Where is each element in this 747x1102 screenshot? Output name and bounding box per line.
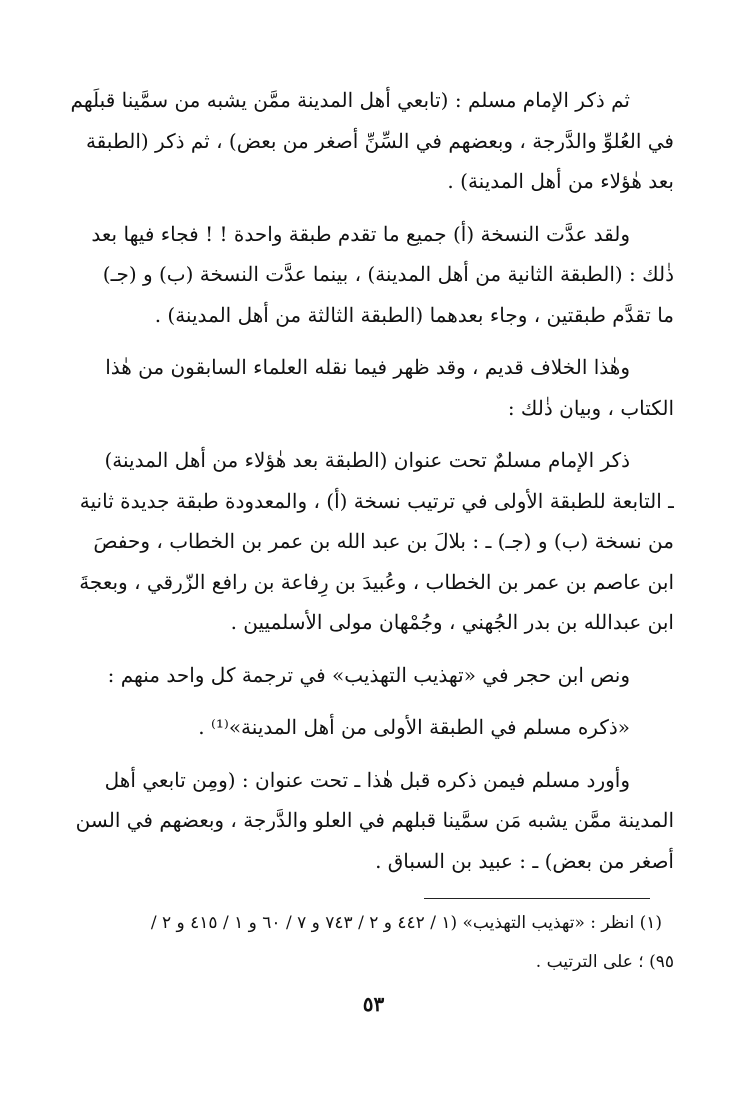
text-line: المدينة ممَّن يشبه مَن سمَّينا قبلهم في العلو والدَّرجة ، وبعضهم في السن: [75, 808, 674, 832]
text-line: «ذكره مسلم في الطبقة الأولى من أهل المدينة»⁽¹⁾ .: [198, 715, 630, 739]
text-line: في العُلوِّ والدَّرجة ، وبعضهم في السِّنِّ أصغر من بعض) ، ثم ذكر (الطبقة: [85, 128, 674, 153]
paragraph-5: [66, 655, 674, 696]
text-line: الكتاب ، وبيان ذٰلك :: [507, 395, 674, 420]
paragraph-7: [66, 760, 674, 882]
paragraph-2: [66, 214, 674, 336]
text-line: ثم ذكر الإمام مسلم : (تابعي أهل المدينة ممَّن يشبه من سمَّينا قبلَهم: [70, 88, 630, 112]
main-text: [66, 80, 674, 893]
text-line: وهٰذا الخلاف قديم ، وقد ظهر فيما نقله العلماء السابقون من هٰذا: [105, 355, 630, 379]
text-line: ـ التابعة للطبقة الأولى في ترتيب نسخة (أ) ، والمعدودة طبقة جديدة ثانية: [79, 488, 674, 513]
paragraph-4: [66, 440, 674, 643]
text-line: من نسخة (ب) و (جـ) ـ : بلالَ بن عبد الله بن عمر بن الخطاب ، وحفصَ: [93, 529, 674, 553]
footnote-divider: [424, 898, 650, 899]
text-line: بعد هٰؤلاء من أهل المدينة) .: [447, 169, 674, 193]
text-line: ابن عاصم بن عمر بن الخطاب ، وعُبيدَ بن رِفاعة بن رافع الزّرقي ، وبعجةَ: [79, 569, 674, 594]
paragraph-6-quote: [66, 707, 674, 748]
paragraph-1: [66, 80, 674, 202]
footnote: [66, 904, 674, 982]
text-line: ذٰلك : (الطبقة الثانية من أهل المدينة) ، بينما عدَّت النسخة (ب) و (جـ): [102, 262, 674, 286]
text-line: ابن عبدالله بن بدر الجُهني ، وجُمْهان مولى الأسلميين .: [230, 610, 674, 634]
text-line: أصغر من بعض) ـ : عبيد بن السباق .: [375, 848, 674, 873]
text-line: ما تقدَّم طبقتين ، وجاء بعدهما (الطبقة الثالثة من أهل المدينة) .: [154, 302, 674, 327]
paragraph-3: [66, 347, 674, 428]
text-line: ونص ابن حجر في «تهذيب التهذيب» في ترجمة كل واحد منهم :: [107, 662, 630, 687]
text-line: وأورد مسلم فيمن ذكره قبل هٰذا ـ تحت عنوان : (ومِن تابعي أهل: [104, 767, 630, 792]
text-line: ذكر الإمام مسلمٌ تحت عنوان (الطبقة بعد هٰؤلاء من أهل المدينة): [104, 448, 630, 472]
footnote-line: ٩٥) ؛ على الترتيب .: [535, 952, 674, 972]
page-number: ٥٣: [362, 992, 385, 1016]
text-line: ولقد عدَّت النسخة (أ) جميع ما تقدم طبقة واحدة ! ! فجاء فيها بعد: [91, 221, 630, 246]
footnote-line: (١) انظر : «تهذيب التهذيب» (١ / ٤٤٢ و ٢ / ٧٤٣ و ٧ / ٦٠ و ١ / ٤١٥ و ٢ /: [150, 913, 662, 933]
